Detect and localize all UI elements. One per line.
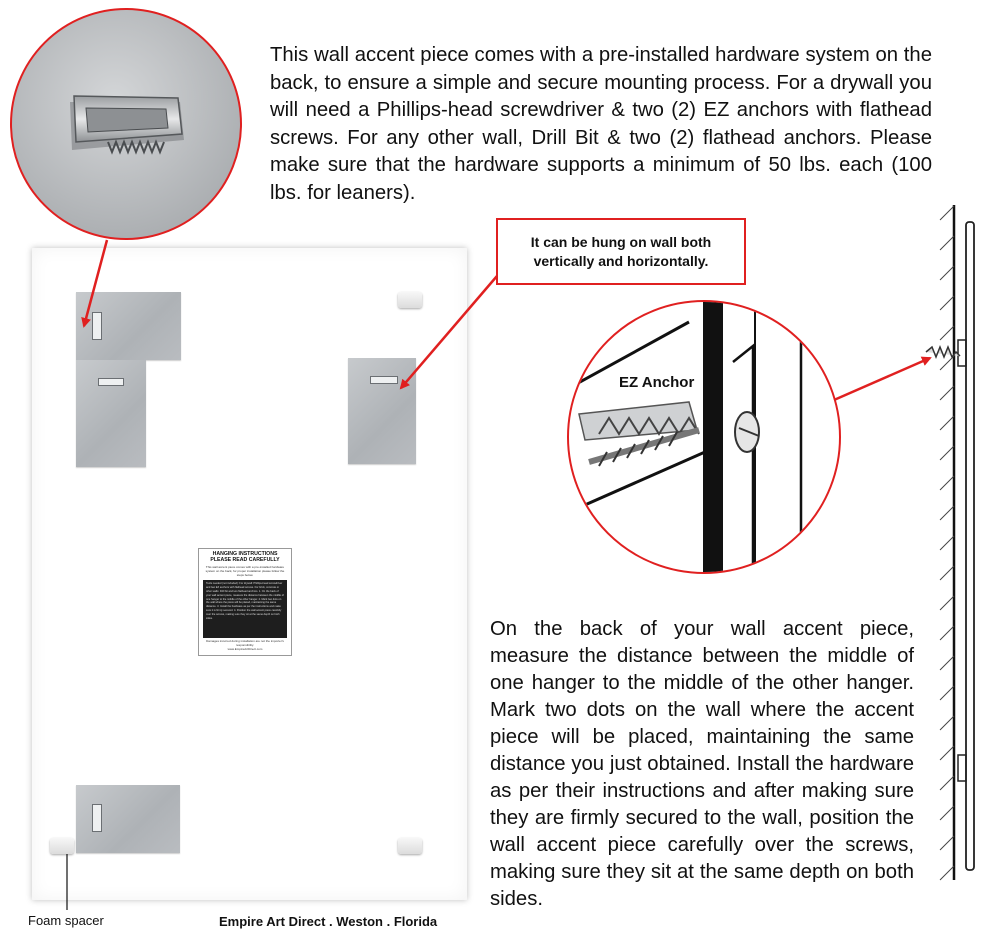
hanger-closeup-circle bbox=[10, 8, 242, 240]
mounting-plate-right bbox=[348, 358, 416, 464]
ez-anchor-label: EZ Anchor bbox=[619, 374, 695, 391]
ez-anchor-detail-circle bbox=[567, 300, 841, 574]
company-footer: Empire Art Direct . Weston . Florida bbox=[219, 914, 438, 929]
label-footer: Damages incurred during installation are not the importer's responsibility. www.EmpireArtDirect.com bbox=[206, 639, 284, 652]
ez-anchor-diagram bbox=[569, 302, 841, 574]
hanging-instructions-label bbox=[198, 548, 292, 656]
hanger-slot-icon bbox=[370, 376, 398, 384]
foam-spacer-top-right bbox=[398, 292, 422, 308]
label-title: HANGING INSTRUCTIONS PLEASE READ CAREFULLY bbox=[210, 551, 280, 563]
foam-spacer-caption: Foam spacer bbox=[28, 913, 104, 928]
arrow-to-wall-anchor bbox=[834, 358, 930, 400]
foam-spacer-bottom-left bbox=[50, 838, 74, 854]
mounting-plate-left bbox=[76, 360, 146, 467]
intro-paragraph: This wall accent piece comes with a pre-installed hardware system on the back, to ensure a simple and secure mounting process. For a drywall you will need a Phillips-head screwdriver & two (2) EZ anchors with flathead screws. For any other wall, Drill Bit & two (2) flathead anchors. Please make sure that the hardware supports a minimum of 50 lbs. each (100 lbs. for leaners). bbox=[270, 44, 932, 204]
orientation-callout bbox=[496, 218, 746, 285]
hanger-slot-icon bbox=[92, 312, 102, 340]
foam-spacer-bottom-right bbox=[398, 838, 422, 854]
hanger-slot-icon bbox=[92, 804, 102, 832]
orientation-callout-text: It can be hung on wall both vertically and horizontally. bbox=[530, 233, 712, 269]
label-body: Tools needed (not included): For drywall: Phillips-head screwdriver and two EZ anchors with flathead screws. For brick, concrete or other walls: Drill bit and two flathead anchors. 1. On the back of your wall accent piece, measure the distance between the middle of one hanger to the middle of the other hanger. 2. Mark two dots on the wall where the piece will be placed, maintaining the same distance. 3. Install the hardware as per the instructions and make sure it is firmly secured. 4. Position the wall accent piece carefully over the screws, making sure they sit at the same depth on both sides. bbox=[203, 580, 287, 638]
hanger-slot-icon bbox=[98, 378, 124, 386]
mounting-steps-paragraph: On the back of your wall accent piece, measure the distance between the middle of one hanger to the middle of the other hanger. Mark two dots on the wall where the accent piece will be placed, maintaining the same distance you just obtained. Install the hardware as per their instructions and after making sure they are firmly secured to the wall, position the wall accent piece carefully over the screws, making sure they sit at the same depth on both sides. bbox=[490, 618, 914, 910]
label-subtitle: This wall accent piece comes with a pre-installed hardware system on the back, for proper installation please follow the steps below. bbox=[205, 564, 285, 577]
sawtooth-hanger-closeup-image bbox=[12, 10, 242, 240]
